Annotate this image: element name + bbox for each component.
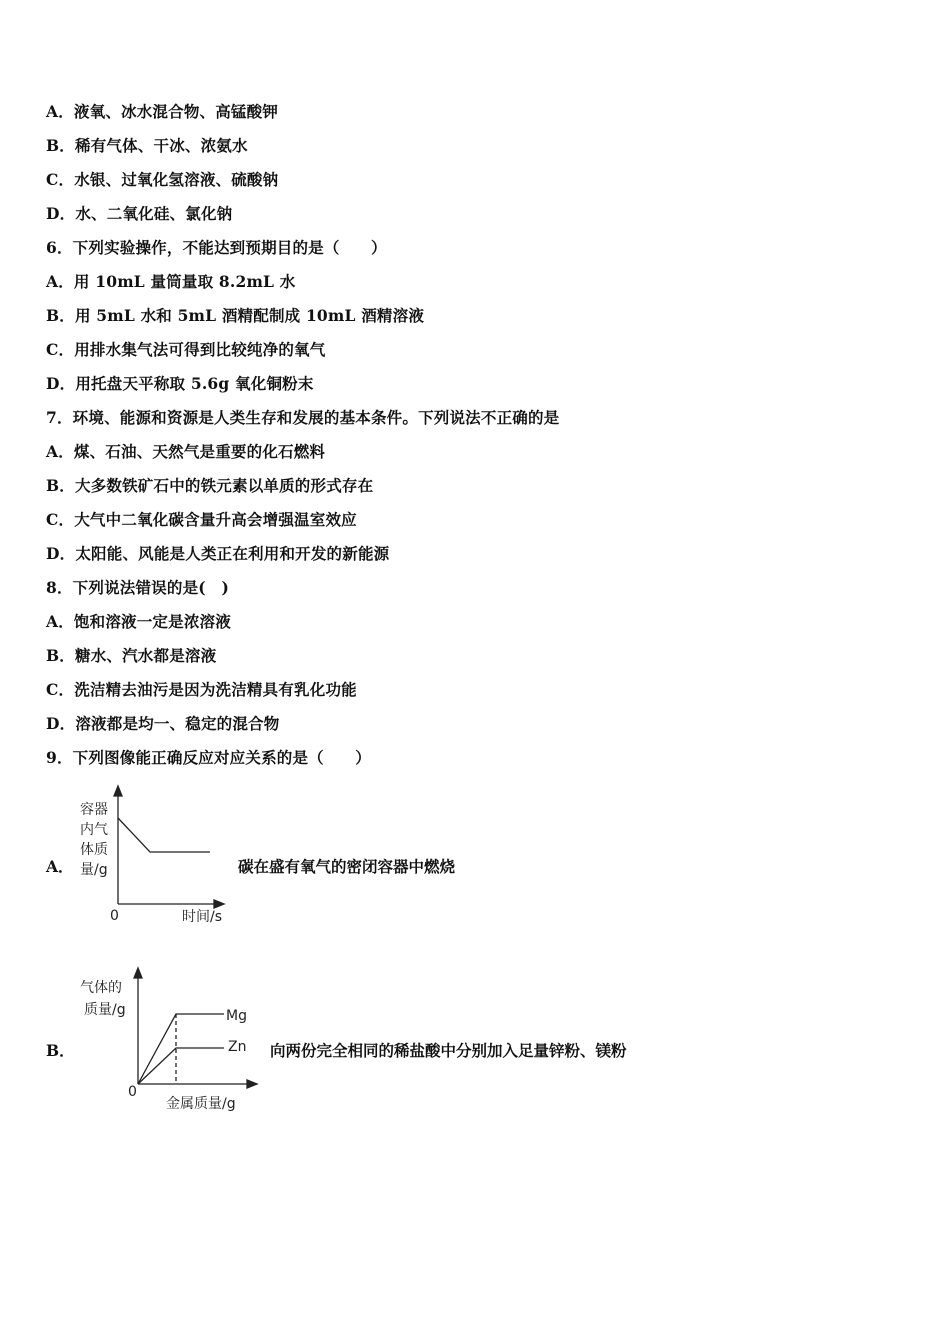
question-7: 7．环境、能源和资源是人类生存和发展的基本条件。下列说法不正确的是 xyxy=(46,408,560,427)
origin-label: 0 xyxy=(110,908,119,924)
q7-option-d: D．太阳能、风能是人类正在利用和开发的新能源 xyxy=(46,544,390,563)
y-label-1: 气体的 xyxy=(80,980,122,996)
q8-option-d: D．溶液都是均一、稳定的混合物 xyxy=(46,714,280,733)
y-label-4: 量/g xyxy=(80,862,108,878)
x-label: 时间/s xyxy=(182,909,223,925)
y-label-2: 内气 xyxy=(80,822,108,838)
zn-curve xyxy=(138,1048,224,1084)
mass-curve xyxy=(118,818,210,852)
y-axis-arrow xyxy=(114,786,122,796)
y-axis-arrow xyxy=(134,968,142,978)
question-8: 8．下列说法错误的是( ) xyxy=(46,578,230,597)
origin-label: 0 xyxy=(128,1084,137,1100)
q7-option-b: B．大多数铁矿石中的铁元素以单质的形式存在 xyxy=(46,476,374,495)
q9-option-a-letter: A． xyxy=(46,857,74,876)
q9-option-a-description: 碳在盛有氧气的密闭容器中燃烧 xyxy=(238,857,456,876)
question-9: 9．下列图像能正确反应对应关系的是（ ） xyxy=(46,748,371,767)
series-label-zn: Zn xyxy=(228,1039,247,1055)
q7-option-a: A．煤、石油、天然气是重要的化石燃料 xyxy=(46,442,326,461)
y-label-3: 体质 xyxy=(80,842,108,858)
q6-option-a: A．用 10mL 量筒量取 8.2mL 水 xyxy=(46,272,296,291)
x-axis-arrow xyxy=(214,900,224,908)
x-label: 金属质量/g xyxy=(166,1096,236,1112)
q9-option-b-letter: B． xyxy=(46,1041,75,1060)
line-c-mercury: C．水银、过氧化氢溶液、硫酸钠 xyxy=(46,170,279,189)
mg-curve xyxy=(138,1014,224,1084)
line-a-liquid-oxygen: A．液氧、冰水混合物、高锰酸钾 xyxy=(46,102,279,121)
q7-option-c: C．大气中二氧化碳含量升高会增强温室效应 xyxy=(46,510,357,529)
y-label-2: 质量/g xyxy=(84,1002,126,1018)
x-axis-arrow xyxy=(247,1080,257,1088)
q6-option-d: D．用托盘天平称取 5.6g 氧化铜粉末 xyxy=(46,374,314,393)
line-b-rare-gas: B．稀有气体、干冰、浓氨水 xyxy=(46,136,248,155)
q9-option-b-graph xyxy=(76,962,266,1118)
q6-option-b: B．用 5mL 水和 5mL 酒精配制成 10mL 酒精溶液 xyxy=(46,306,425,325)
q9-option-b-description: 向两份完全相同的稀盐酸中分别加入足量锌粉、镁粉 xyxy=(270,1041,627,1060)
q9-option-a-graph xyxy=(74,782,244,930)
q8-option-b: B．糖水、汽水都是溶液 xyxy=(46,646,217,665)
q8-option-c: C．洗洁精去油污是因为洗洁精具有乳化功能 xyxy=(46,680,357,699)
question-6: 6．下列实验操作，不能达到预期目的是（ ） xyxy=(46,238,387,257)
series-label-mg: Mg xyxy=(226,1008,247,1024)
line-d-water: D．水、二氧化硅、氯化钠 xyxy=(46,204,233,223)
q8-option-a: A．饱和溶液一定是浓溶液 xyxy=(46,612,231,631)
y-label-1: 容器 xyxy=(80,802,108,818)
q6-option-c: C．用排水集气法可得到比较纯净的氧气 xyxy=(46,340,326,359)
